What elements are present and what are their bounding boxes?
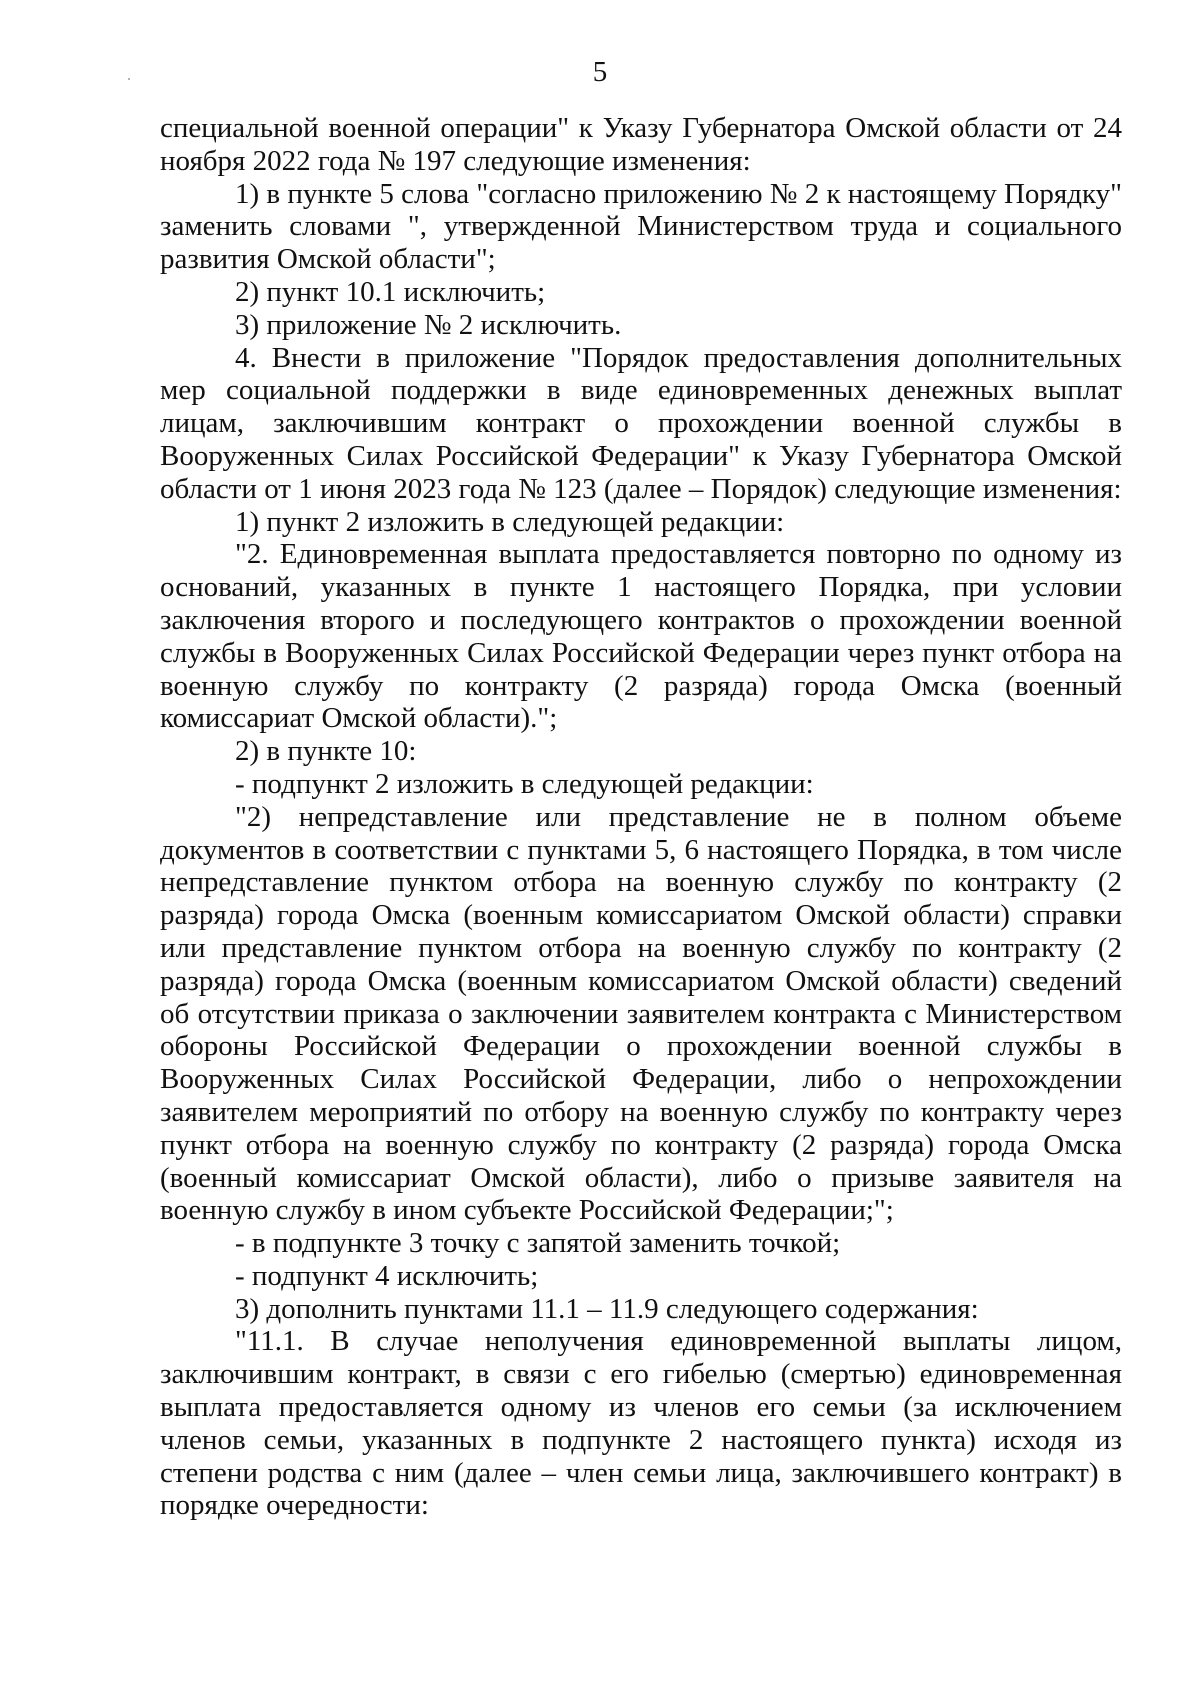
page-number: 5 [592,56,608,88]
paragraph-10: "2) непредставление или представление не в полном объеме документов в соответствии с пунктами 5, 6 настоящего Порядка, в том числе непредставление пунктом отбора на военную службу по контракту (2 разряда) города Омска (военным комиссариатом Омской области) справки или представление пунктом отбора на военную службу по контракту (2 разряда) города Омска (военным комиссариатом Омской области) сведений об отсутствии приказа о заключении заявителем контракта с Министерством обороны Российской Федерации о прохождении военной службы в Вооруженных Силах Российской Федерации, либо о непрохождении заявителем мероприятий по отбору на военную службу по контракту через пункт отбора на военную службу по контракту (2 разряда) города Омска (военный комиссариат Омской области), либо о призыве заявителя на военную службу в ином субъекте Российской Федерации;"; [160,800,1122,1227]
paragraph-6: 1) пункт 2 изложить в следующей редакции: [235,505,785,538]
paragraph-2: 1) в пункте 5 слова "согласно приложению № 2 к настоящему Порядку" заменить словами ", утвержденной Министерством труда и социального развития Омской области"; [160,177,1123,276]
paragraph-14: "11.1. В случае неполучения единовременной выплаты лицом, заключившим контракт, в связи с его гибелью (смертью) единовременная выплата предоставляется одному из членов его семьи (за исключением членов семьи, указанных в подпункте 2 настоящего пункта) исходя из степени родства с ним (далее – член семьи лица, заключившего контракт) в порядке очередности: [160,1325,1122,1522]
paragraph-1: специальной военной операции" к Указу Губернатора Омской области от 24 ноября 2022 года № 197 следующие изменения: [160,112,1122,177]
paragraph-12: - подпункт 4 исключить; [235,1259,539,1292]
paragraph-5: 4. Внести в приложение "Порядок предоставления дополнительных мер социальной поддержки в виде единовременных денежных выплат лицам, заключившим контракт о прохождении военной службы в Вооруженных Силах Российской Федерации" к Указу Губернатора Омской области от 1 июня 2023 года № 123 (далее – Порядок) следующие изменения: [160,341,1122,505]
paragraph-11: - в подпункте 3 точку с запятой заменить точкой; [235,1227,841,1260]
paragraph-7: "2. Единовременная выплата предоставляется повторно по одному из оснований, указанных в пункте 1 настоящего Порядка, при условии заключения второго и последующего контрактов о прохождении военной службы в Вооруженных Силах Российской Федерации через пункт отбора на военную службу по контракту (2 разряда) города Омска (военный комиссариат Омской области)."; [160,538,1122,735]
paragraph-3: 2) пункт 10.1 исключить; [235,275,546,308]
paragraph-13: 3) дополнить пунктами 11.1 – 11.9 следующего содержания: [235,1292,979,1325]
document-body [160,112,1122,1522]
paragraph-8: 2) в пункте 10: [235,735,417,768]
paragraph-4: 3) приложение № 2 исключить. [235,308,622,341]
paragraph-9: - подпункт 2 изложить в следующей редакции: [235,767,814,800]
